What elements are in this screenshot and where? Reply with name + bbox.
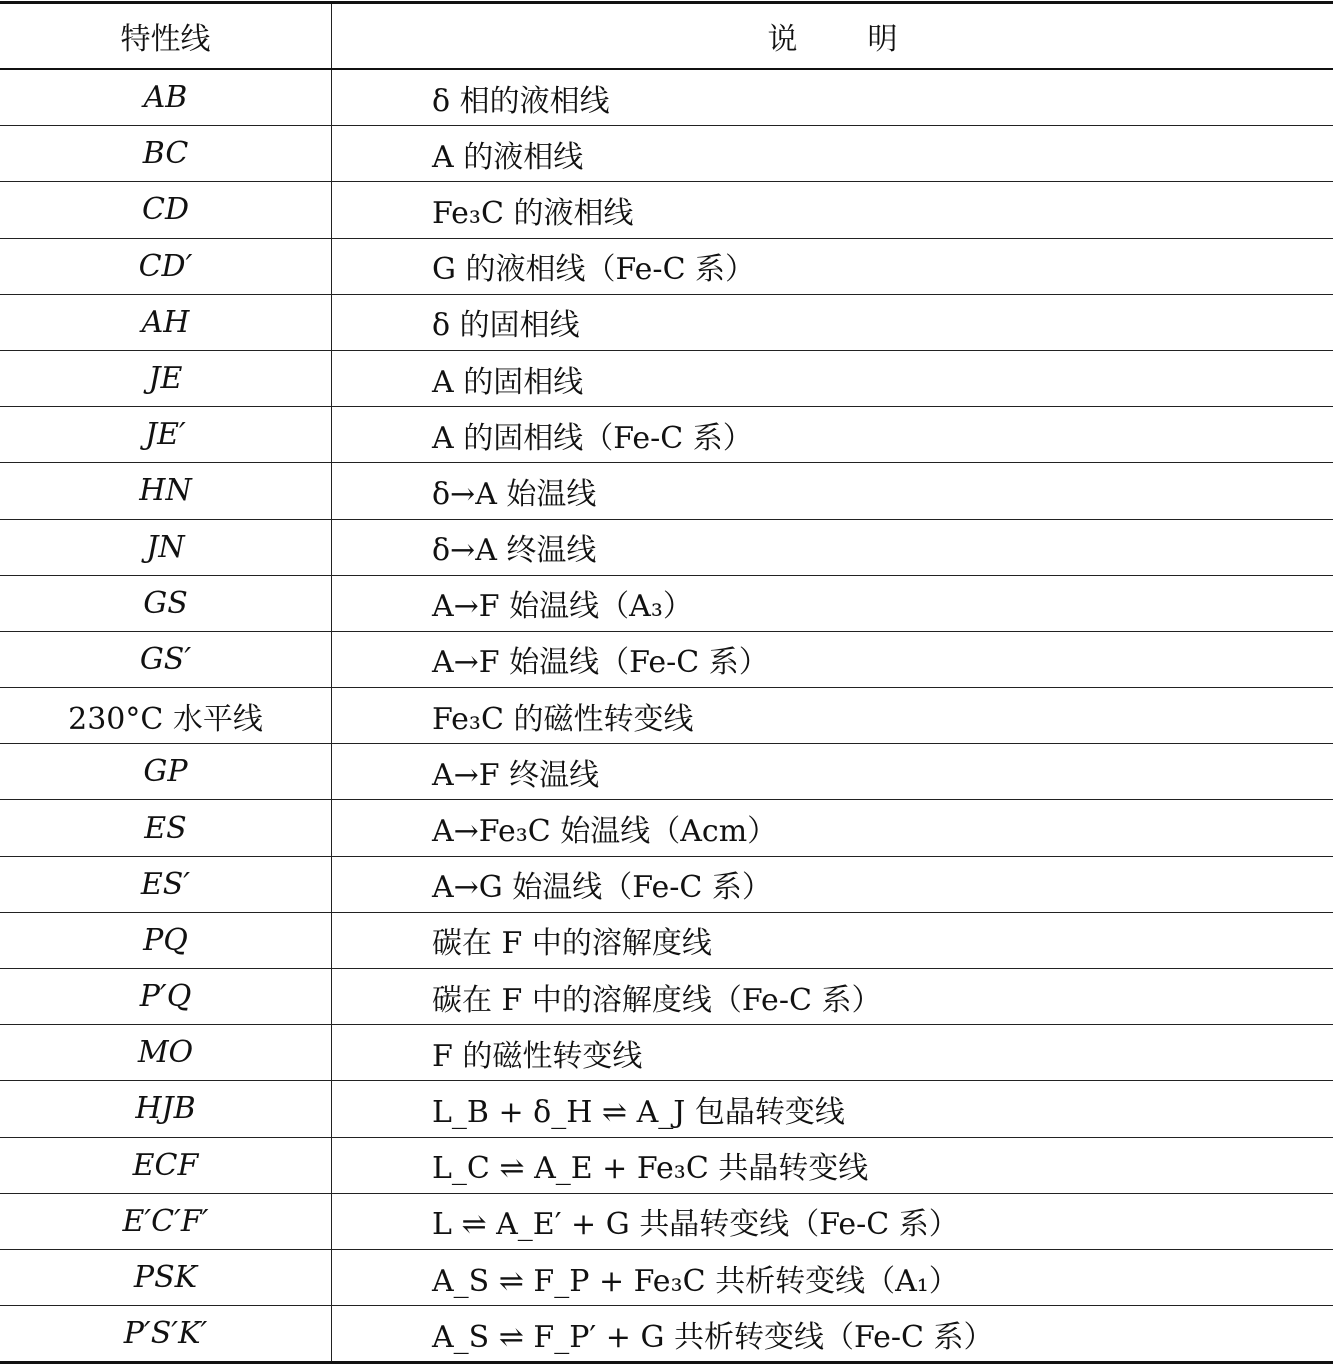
characteristic-line-label: HN	[0, 463, 332, 519]
characteristic-line-label: P′S′K′	[0, 1306, 332, 1363]
table-row	[0, 575, 1333, 631]
characteristic-line-label: ECF	[0, 1137, 332, 1193]
table-row	[0, 1193, 1333, 1249]
line-description: A_S ⇌ F_P + Fe₃C 共析转变线（A₁）	[332, 1249, 1333, 1305]
line-description: 碳在 F 中的溶解度线	[332, 912, 1333, 968]
line-description: A→G 始温线（Fe-C 系）	[332, 856, 1333, 912]
line-description: L ⇌ A_E′ + G 共晶转变线（Fe-C 系）	[332, 1193, 1333, 1249]
table-row	[0, 1081, 1333, 1137]
table-row	[0, 238, 1333, 294]
line-description: δ 相的液相线	[332, 69, 1333, 126]
characteristic-line-label: AB	[0, 69, 332, 126]
characteristic-line-label: GS′	[0, 631, 332, 687]
line-description: A 的固相线	[332, 350, 1333, 406]
line-description: L_B + δ_H ⇌ A_J 包晶转变线	[332, 1081, 1333, 1137]
characteristic-line-label: JE′	[0, 407, 332, 463]
line-description: A→Fe₃C 始温线（Acm）	[332, 800, 1333, 856]
characteristic-line-label: 230°C 水平线	[0, 688, 332, 744]
table-row	[0, 1306, 1333, 1363]
header-characteristic-line: 特性线	[0, 3, 332, 70]
line-description: Fe₃C 的液相线	[332, 182, 1333, 238]
table-row	[0, 1137, 1333, 1193]
line-description: L_C ⇌ A_E + Fe₃C 共晶转变线	[332, 1137, 1333, 1193]
characteristic-line-label: P′Q	[0, 969, 332, 1025]
line-description: δ 的固相线	[332, 294, 1333, 350]
line-description: δ→A 始温线	[332, 463, 1333, 519]
table-row	[0, 744, 1333, 800]
line-description: A 的固相线（Fe-C 系）	[332, 407, 1333, 463]
characteristic-line-label: GP	[0, 744, 332, 800]
characteristic-line-label: JE	[0, 350, 332, 406]
characteristic-line-label: HJB	[0, 1081, 332, 1137]
table-row	[0, 182, 1333, 238]
table-row	[0, 631, 1333, 687]
table-row	[0, 463, 1333, 519]
table-row	[0, 800, 1333, 856]
table-row	[0, 912, 1333, 968]
characteristic-line-label: JN	[0, 519, 332, 575]
table-row	[0, 688, 1333, 744]
characteristic-line-label: CD′	[0, 238, 332, 294]
characteristic-line-label: PQ	[0, 912, 332, 968]
characteristic-line-label: PSK	[0, 1249, 332, 1305]
table-header-row	[0, 3, 1333, 70]
table-row	[0, 294, 1333, 350]
line-description: 碳在 F 中的溶解度线（Fe-C 系）	[332, 969, 1333, 1025]
line-description: Fe₃C 的磁性转变线	[332, 688, 1333, 744]
characteristic-line-label: MO	[0, 1025, 332, 1081]
line-description: δ→A 终温线	[332, 519, 1333, 575]
table-row	[0, 1025, 1333, 1081]
header-description	[332, 3, 1333, 70]
characteristic-lines-table	[0, 1, 1333, 1364]
characteristic-line-label: E′C′F′	[0, 1193, 332, 1249]
characteristic-line-label: CD	[0, 182, 332, 238]
characteristic-line-label: ES	[0, 800, 332, 856]
table-row	[0, 350, 1333, 406]
line-description: A 的液相线	[332, 126, 1333, 182]
table-row	[0, 519, 1333, 575]
table-row	[0, 126, 1333, 182]
line-description: G 的液相线（Fe-C 系）	[332, 238, 1333, 294]
header-description-char-1: 说	[768, 22, 798, 57]
table-row	[0, 69, 1333, 126]
characteristic-line-label: AH	[0, 294, 332, 350]
line-description: F 的磁性转变线	[332, 1025, 1333, 1081]
table-row	[0, 1249, 1333, 1305]
table-row	[0, 969, 1333, 1025]
characteristic-line-label: GS	[0, 575, 332, 631]
line-description: A→F 终温线	[332, 744, 1333, 800]
characteristic-line-label: ES′	[0, 856, 332, 912]
table-row	[0, 407, 1333, 463]
line-description: A→F 始温线（Fe-C 系）	[332, 631, 1333, 687]
line-description: A→F 始温线（A₃）	[332, 575, 1333, 631]
table-row	[0, 856, 1333, 912]
characteristic-line-label: BC	[0, 126, 332, 182]
line-description: A_S ⇌ F_P′ + G 共析转变线（Fe-C 系）	[332, 1306, 1333, 1363]
header-description-char-2: 明	[868, 22, 898, 57]
